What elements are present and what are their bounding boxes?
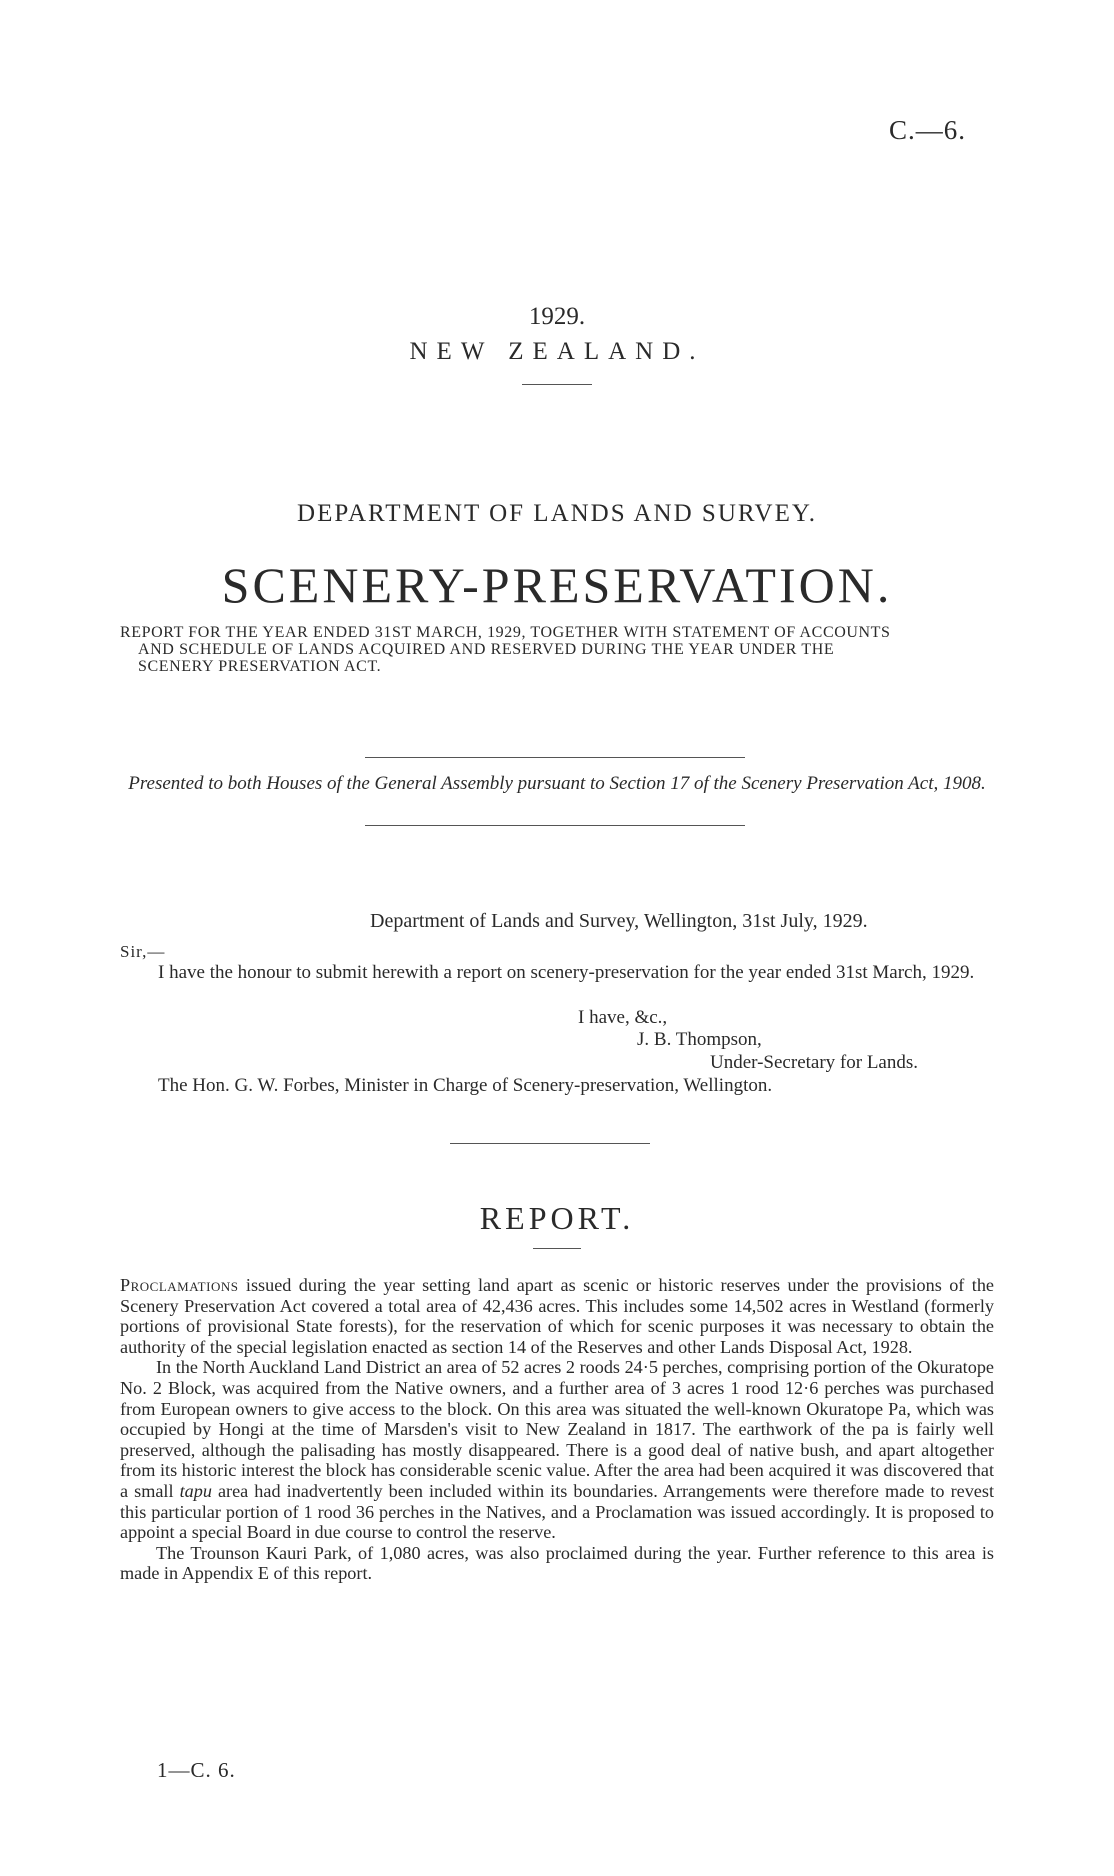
divider-rule: [450, 1143, 650, 1144]
divider-rule: [533, 1248, 581, 1249]
report-body: [120, 1275, 994, 1584]
letter-salutation: Sir,—: [120, 942, 166, 961]
divider-rule: [365, 825, 745, 826]
report-paragraph: [120, 1275, 994, 1357]
document-title: SCENERY-PRESERVATION.: [221, 557, 893, 613]
department-heading: DEPARTMENT OF LANDS AND SURVEY.: [297, 500, 817, 527]
letter-closing: I have, &c.,: [578, 1007, 668, 1028]
report-subtitle: [120, 624, 994, 675]
subtitle-line: SCENERY PRESERVATION ACT.: [138, 658, 382, 675]
paragraph-text: In the North Auckland Land District an area of 52 acres 2 roods 24·5 perches, comprising portion of the Okuratope No. 2 Block, was acquired from the Native owners, and a further area of 3 acres 1 rood 12·6 perches was purchased from European owners to give access to the block. On this area was situated the well-known Okuratope Pa, which was occupied by Hongi at the time of Marsden's visit to New Zealand in 1817. The earthwork of the pa is fairly well preserved, although the palisading has mostly disappeared. There is a good deal of native bush, and apart altogether from its historic interest the block has considerable scenic value. After the area had been acquired it was discovered that a small: [120, 1357, 994, 1501]
subtitle-line: REPORT FOR THE YEAR ENDED 31ST MARCH, 1929, TOGETHER WITH STATEMENT OF ACCOUNTS: [120, 624, 891, 641]
presentation-note: Presented to both Houses of the General Assembly pursuant to Section 17 of the Scenery Preservation Act, 1908.: [128, 773, 986, 794]
letter-signature: J. B. Thompson,: [637, 1029, 762, 1050]
report-heading: REPORT.: [479, 1200, 635, 1236]
letter-body: I have the honour to submit herewith a report on scenery-preservation for the year ended 31st March, 1929.: [158, 962, 975, 983]
letter-addressee: The Hon. G. W. Forbes, Minister in Charge of Scenery-preservation, Wellington.: [158, 1075, 773, 1096]
divider-rule: [365, 757, 745, 758]
paragraph-text: issued during the year setting land apart as scenic or historic reserves under the provisions of the Scenery Preservation Act covered a total area of 42,436 acres. This includes some 14,502 acres in Westland (formerly portions of provisional State forests), for the reservation of which for scenic purposes it was necessary to obtain the authority of the special legislation enacted as section 14 of the Reserves and other Lands Disposal Act, 1928.: [120, 1275, 994, 1357]
signer-title: Under-Secretary for Lands.: [710, 1052, 918, 1073]
subtitle-line: AND SCHEDULE OF LANDS ACQUIRED AND RESERVED DURING THE YEAR UNDER THE: [138, 641, 835, 658]
paragraph-lead: Proclamations: [120, 1275, 239, 1295]
letter-date-line: Department of Lands and Survey, Wellington, 31st July, 1929.: [370, 910, 868, 932]
paragraph-text: The Trounson Kauri Park, of 1,080 acres, was also proclaimed during the year. Further reference to this area is made in Appendix E of this report.: [120, 1542, 994, 1584]
paragraph-text: area had inadvertently been included within its boundaries. Arrangements were therefore made to revest this particular portion of 1 rood 36 perches in the Natives, and a Proclamation was issued accordingly. It is proposed to appoint a special Board in due course to control the reserve.: [120, 1480, 994, 1543]
report-paragraph: [120, 1543, 994, 1584]
divider-rule: [522, 384, 592, 385]
country-heading: NEW ZEALAND.: [409, 338, 705, 365]
report-year: 1929.: [528, 303, 586, 330]
page-reference: C.—6.: [888, 115, 966, 145]
italic-term: tapu: [179, 1480, 212, 1501]
sheet-reference: 1—C. 6.: [157, 1758, 236, 1782]
report-paragraph: [120, 1357, 994, 1542]
